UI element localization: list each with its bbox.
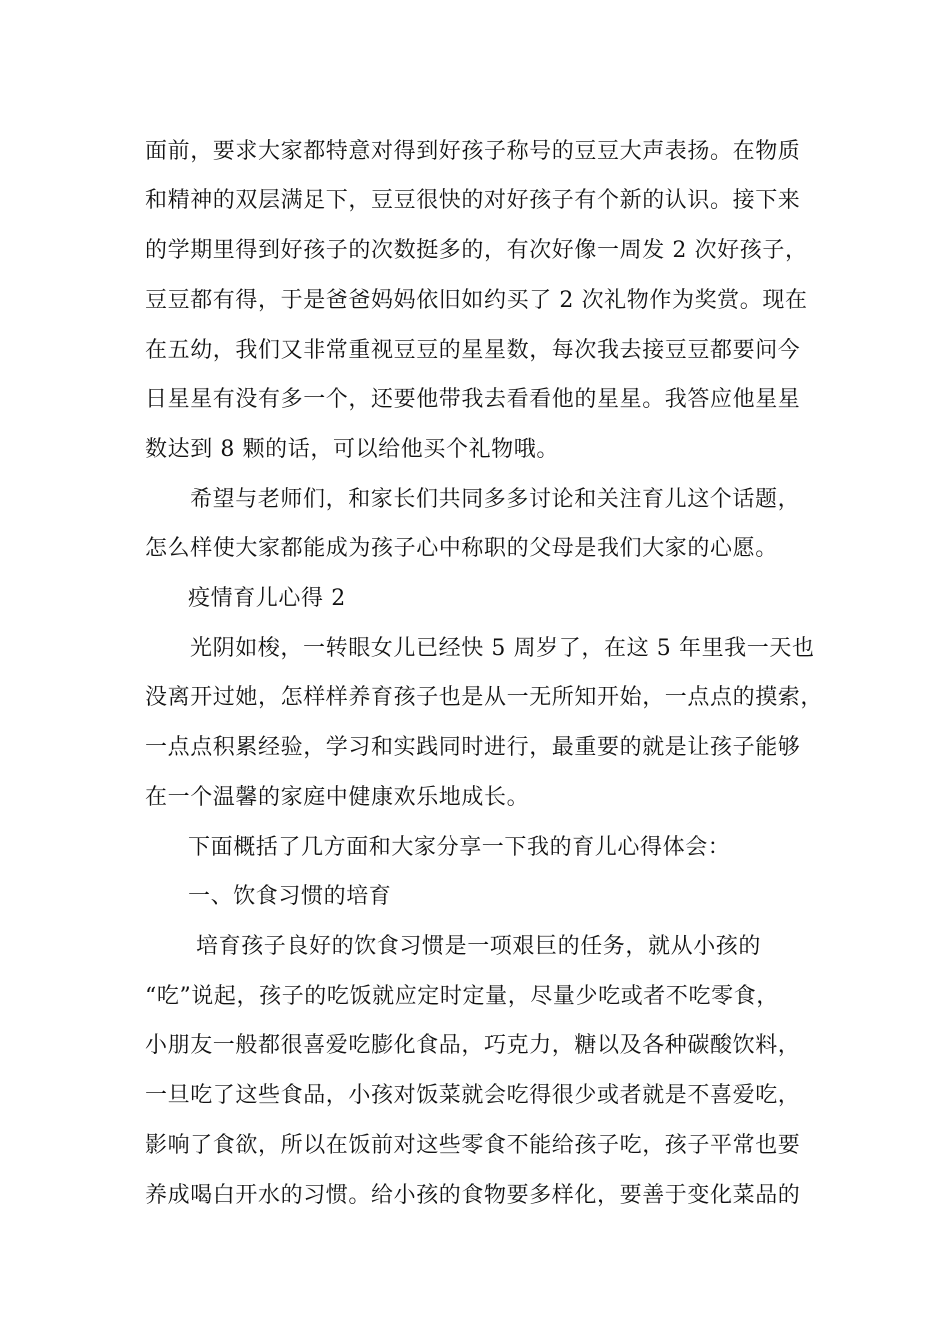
paragraph-line: 和精神的双层满足下，豆豆很快的对好孩子有个新的认识。接下来 [145,188,801,213]
paragraph-line: 光阴如梭，一转眼女儿已经快 5 周岁了，在这 5 年里我一天也 [190,636,815,661]
paragraph-line: 的学期里得到好孩子的次数挺多的，有次好像一周发 2 次好孩子， [145,238,808,263]
paragraph-line: 养成喝白开水的习惯。给小孩的食物要多样化，要善于变化菜品的 [145,1183,801,1208]
paragraph-line: 下面概括了几方面和大家分享一下我的育儿心得体会： [188,835,731,860]
section-title: 疫情育儿心得 2 [188,586,346,611]
paragraph-line: 日星星有没有多一个，还要他带我去看看他的星星。我答应他星星 [145,387,801,412]
paragraph-line: 一旦吃了这些食品，小孩对饭菜就会吃得很少或者就是不喜爱吃， [145,1083,801,1108]
paragraph-line: 在五幼，我们又非常重视豆豆的星星数，每次我去接豆豆都要问今 [145,338,801,363]
paragraph-line: 没离开过她，怎样样养育孩子也是从一无所知开始，一点点的摸索， [145,685,824,710]
paragraph-line: 在一个温馨的家庭中健康欢乐地成长。 [145,785,530,810]
subheading: 一、饮食习惯的培育 [188,884,392,909]
paragraph-line: 豆豆都有得，于是爸爸妈妈依旧如约买了 2 次礼物作为奖赏。现在 [145,288,808,313]
paragraph-line: 怎么样使大家都能成为孩子心中称职的父母是我们大家的心愿。 [145,536,778,561]
paragraph-line: 一点点积累经验，学习和实践同时进行，最重要的就是让孩子能够 [145,735,801,760]
paragraph-line: 面前，要求大家都特意对得到好孩子称号的豆豆大声表扬。在物质 [145,139,801,164]
paragraph-line: “吃”说起，孩子的吃饭就应定时定量，尽量少吃或者不吃零食， [145,984,779,1009]
paragraph-line: 数达到 8 颗的话，可以给他买个礼物哦。 [145,437,559,462]
paragraph-line: 小朋友一般都很喜爱吃膨化食品，巧克力，糖以及各种碳酸饮料， [145,1033,801,1058]
paragraph-line: 影响了食欲，所以在饭前对这些零食不能给孩子吃，孩子平常也要 [145,1133,801,1158]
paragraph-line: 培育孩子良好的饮食习惯是一项艰巨的任务，就从小孩的 [196,934,762,959]
paragraph-line: 希望与老师们，和家长们共同多多讨论和关注育儿这个话题， [190,487,801,512]
